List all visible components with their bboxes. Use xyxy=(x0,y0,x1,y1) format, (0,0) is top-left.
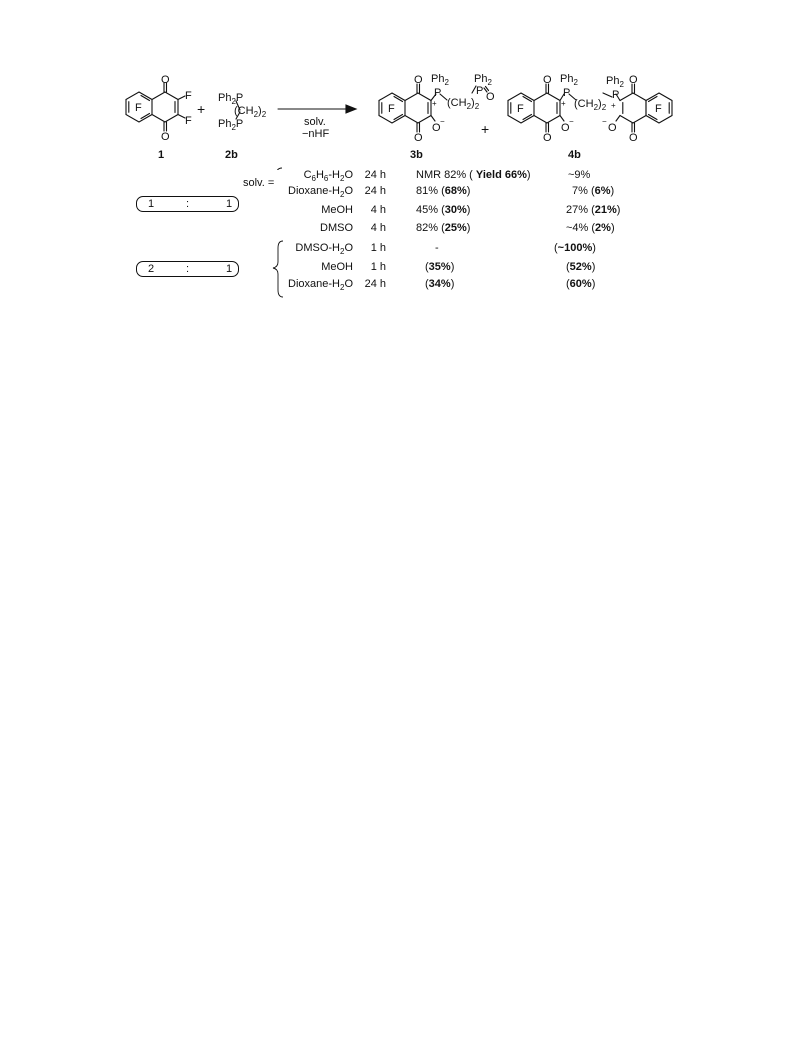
yield-3b-row-7: (34%) xyxy=(425,278,455,290)
4b-o-b-top: O xyxy=(629,74,638,86)
solvent-dmso: DMSO xyxy=(320,222,353,234)
ratio-2-sep: : xyxy=(186,263,190,275)
solv-equals-label: solv. = xyxy=(243,177,275,189)
3b-plus-charge: + xyxy=(432,99,437,108)
4b-ph2-a: $Ph_2$ xyxy=(560,73,578,87)
ratio-2-left: 2 xyxy=(148,263,155,275)
3b-o-top: O xyxy=(414,74,423,86)
time-row-5: 1 h xyxy=(370,242,386,254)
4b-o-minus-b: O xyxy=(608,122,617,134)
yield-3b-row-1: NMR 82% ( Yield 66%) xyxy=(416,169,531,181)
compound-1-label: 1 xyxy=(158,149,165,161)
3b-ch2-chain: $(CH_2)_2$ xyxy=(447,97,480,111)
yield-3b-row-2: 81% (68%) xyxy=(416,185,471,197)
3b-o-bottom: O xyxy=(414,132,423,144)
ratio-1-sep: : xyxy=(186,198,190,210)
3b-p-a: P xyxy=(434,87,442,99)
plus-sign-1: + xyxy=(197,101,206,117)
4b-p-b: P xyxy=(612,89,620,101)
time-row-1: 24 h xyxy=(364,169,386,181)
4b-p-a: P xyxy=(563,87,571,99)
atom-f2: F xyxy=(185,115,192,127)
time-row-3: 4 h xyxy=(370,204,386,216)
4b-o-a-bottom: O xyxy=(543,132,552,144)
yield-3b-row-5: - xyxy=(435,242,439,254)
yield-3b-row-4: 82% (25%) xyxy=(416,222,471,234)
product-4b-label: 4b xyxy=(568,149,581,161)
ph2-top: $Ph_2P$ xyxy=(218,92,244,106)
3b-o-minus: O xyxy=(432,122,441,134)
3b-ph2-b: $Ph_2$ xyxy=(474,73,492,87)
ratio-1-left: 1 xyxy=(148,198,155,210)
solvent-dioxane-h2o-1: Dioxane-$H_2O$ xyxy=(288,185,353,200)
time-row-4: 4 h xyxy=(370,222,386,234)
solvent-c6h6-h2o: $C_6H_6-H_2O$ xyxy=(303,169,353,184)
4b-plus-a: + xyxy=(561,99,566,108)
arrow-condition-solv: solv. xyxy=(304,116,326,128)
ratio-2-right: 1 xyxy=(226,263,233,275)
yield-3b-row-6: (35%) xyxy=(425,261,455,273)
yield-4b-row-3: 27% (21%) xyxy=(566,204,621,216)
brace-group-2-canvas xyxy=(0,0,793,310)
yield-4b-row-5: (~100%) xyxy=(554,242,596,254)
yield-3b-row-3: 45% (30%) xyxy=(416,204,471,216)
yield-4b-row-7: (60%) xyxy=(566,278,596,290)
ch2-chain: $(CH_2)_2$ xyxy=(234,105,267,119)
3b-p-b: P xyxy=(476,85,484,97)
yield-4b-row-4: ~4% (2%) xyxy=(566,222,615,234)
3b-o-phosphine: O xyxy=(486,91,495,103)
4b-f-b: F xyxy=(655,103,662,115)
product-3b-label: 3b xyxy=(410,149,423,161)
plus-sign-2: + xyxy=(481,121,490,137)
ratio-box-1 xyxy=(136,196,239,212)
ratio-box-2 xyxy=(136,261,239,277)
arrow-condition-nhf: −nHF xyxy=(302,128,330,140)
time-row-2: 24 h xyxy=(364,185,386,197)
time-row-7: 24 h xyxy=(364,278,386,290)
3b-minus-charge: − xyxy=(440,117,445,126)
4b-o-minus-a: O xyxy=(561,122,570,134)
atom-o-top: O xyxy=(161,74,170,86)
4b-o-a-top: O xyxy=(543,74,552,86)
solvent-meoh-2: MeOH xyxy=(321,261,353,273)
yield-4b-row-1: ~9% xyxy=(568,169,591,181)
yield-4b-row-6: (52%) xyxy=(566,261,596,273)
atom-f-ring: F xyxy=(135,102,142,114)
4b-plus-b: + xyxy=(611,101,616,110)
time-row-6: 1 h xyxy=(370,261,386,273)
yield-4b-row-2: 7% (6%) xyxy=(572,185,615,197)
solvent-dioxane-h2o-2: Dioxane-$H_2O$ xyxy=(288,278,353,293)
4b-o-b-bottom: O xyxy=(629,132,638,144)
ratio-1-right: 1 xyxy=(226,198,233,210)
solvent-dmso-h2o: DMSO-$H_2O$ xyxy=(295,242,353,257)
atom-f1: F xyxy=(185,90,192,102)
4b-minus-b: − xyxy=(602,117,607,126)
4b-ch2-chain: $(CH_2)_2$ xyxy=(574,98,607,112)
4b-ph2-b: $Ph_2$ xyxy=(606,75,624,89)
3b-f: F xyxy=(388,103,395,115)
4b-minus-a: − xyxy=(569,117,574,126)
4b-f-a: F xyxy=(517,103,524,115)
ph2-bottom: $Ph_2P$ xyxy=(218,118,244,132)
compound-2b-label: 2b xyxy=(225,149,238,161)
3b-ph2-a: $Ph_2$ xyxy=(431,73,449,87)
atom-o-bottom: O xyxy=(161,131,170,143)
solvent-meoh-1: MeOH xyxy=(321,204,353,216)
